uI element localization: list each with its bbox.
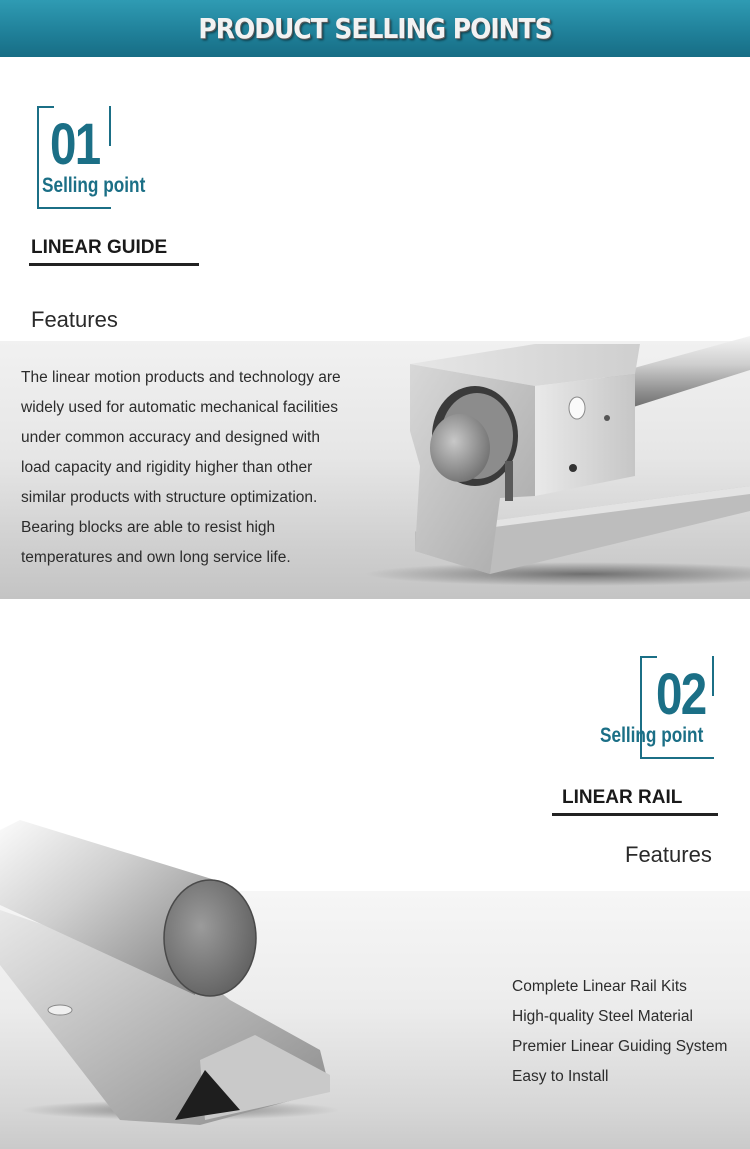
linear-guide-underline xyxy=(29,263,199,266)
linear-guide-description xyxy=(21,366,371,576)
linear-rail-features-list xyxy=(512,975,727,1095)
linear-rail-heading: LINEAR RAIL xyxy=(562,787,683,808)
description-line: widely used for automatic mechanical facilities xyxy=(21,399,339,416)
list-item: Complete Linear Rail Kits xyxy=(512,978,687,995)
list-item: High-quality Steel Material xyxy=(512,1008,693,1025)
banner-title: PRODUCT SELLING POINTS xyxy=(198,12,552,45)
list-item: Premier Linear Guiding System xyxy=(512,1038,728,1055)
linear-guide-heading: LINEAR GUIDE xyxy=(31,237,168,258)
linear-bearing-block-image xyxy=(355,336,750,586)
selling-point-1-number: 01 xyxy=(50,112,100,177)
list-item: Easy to Install xyxy=(512,1068,609,1085)
features-label-1: Features xyxy=(31,307,118,332)
linear-rail-image xyxy=(0,820,335,1120)
description-line: load capacity and rigidity higher than other xyxy=(21,459,313,476)
features-label-2: Features xyxy=(625,842,712,867)
description-line: under common accuracy and designed with xyxy=(21,429,320,446)
linear-rail-underline xyxy=(552,813,718,816)
description-line: temperatures and own long service life. xyxy=(21,549,291,566)
description-line: similar products with structure optimization. xyxy=(21,489,318,506)
selling-point-2-number: 02 xyxy=(656,662,706,727)
description-line: The linear motion products and technology are xyxy=(21,369,341,386)
description-line: Bearing blocks are able to resist high xyxy=(21,519,276,536)
selling-point-1-label: Selling point xyxy=(42,174,146,197)
selling-point-2-label: Selling point xyxy=(600,724,704,747)
